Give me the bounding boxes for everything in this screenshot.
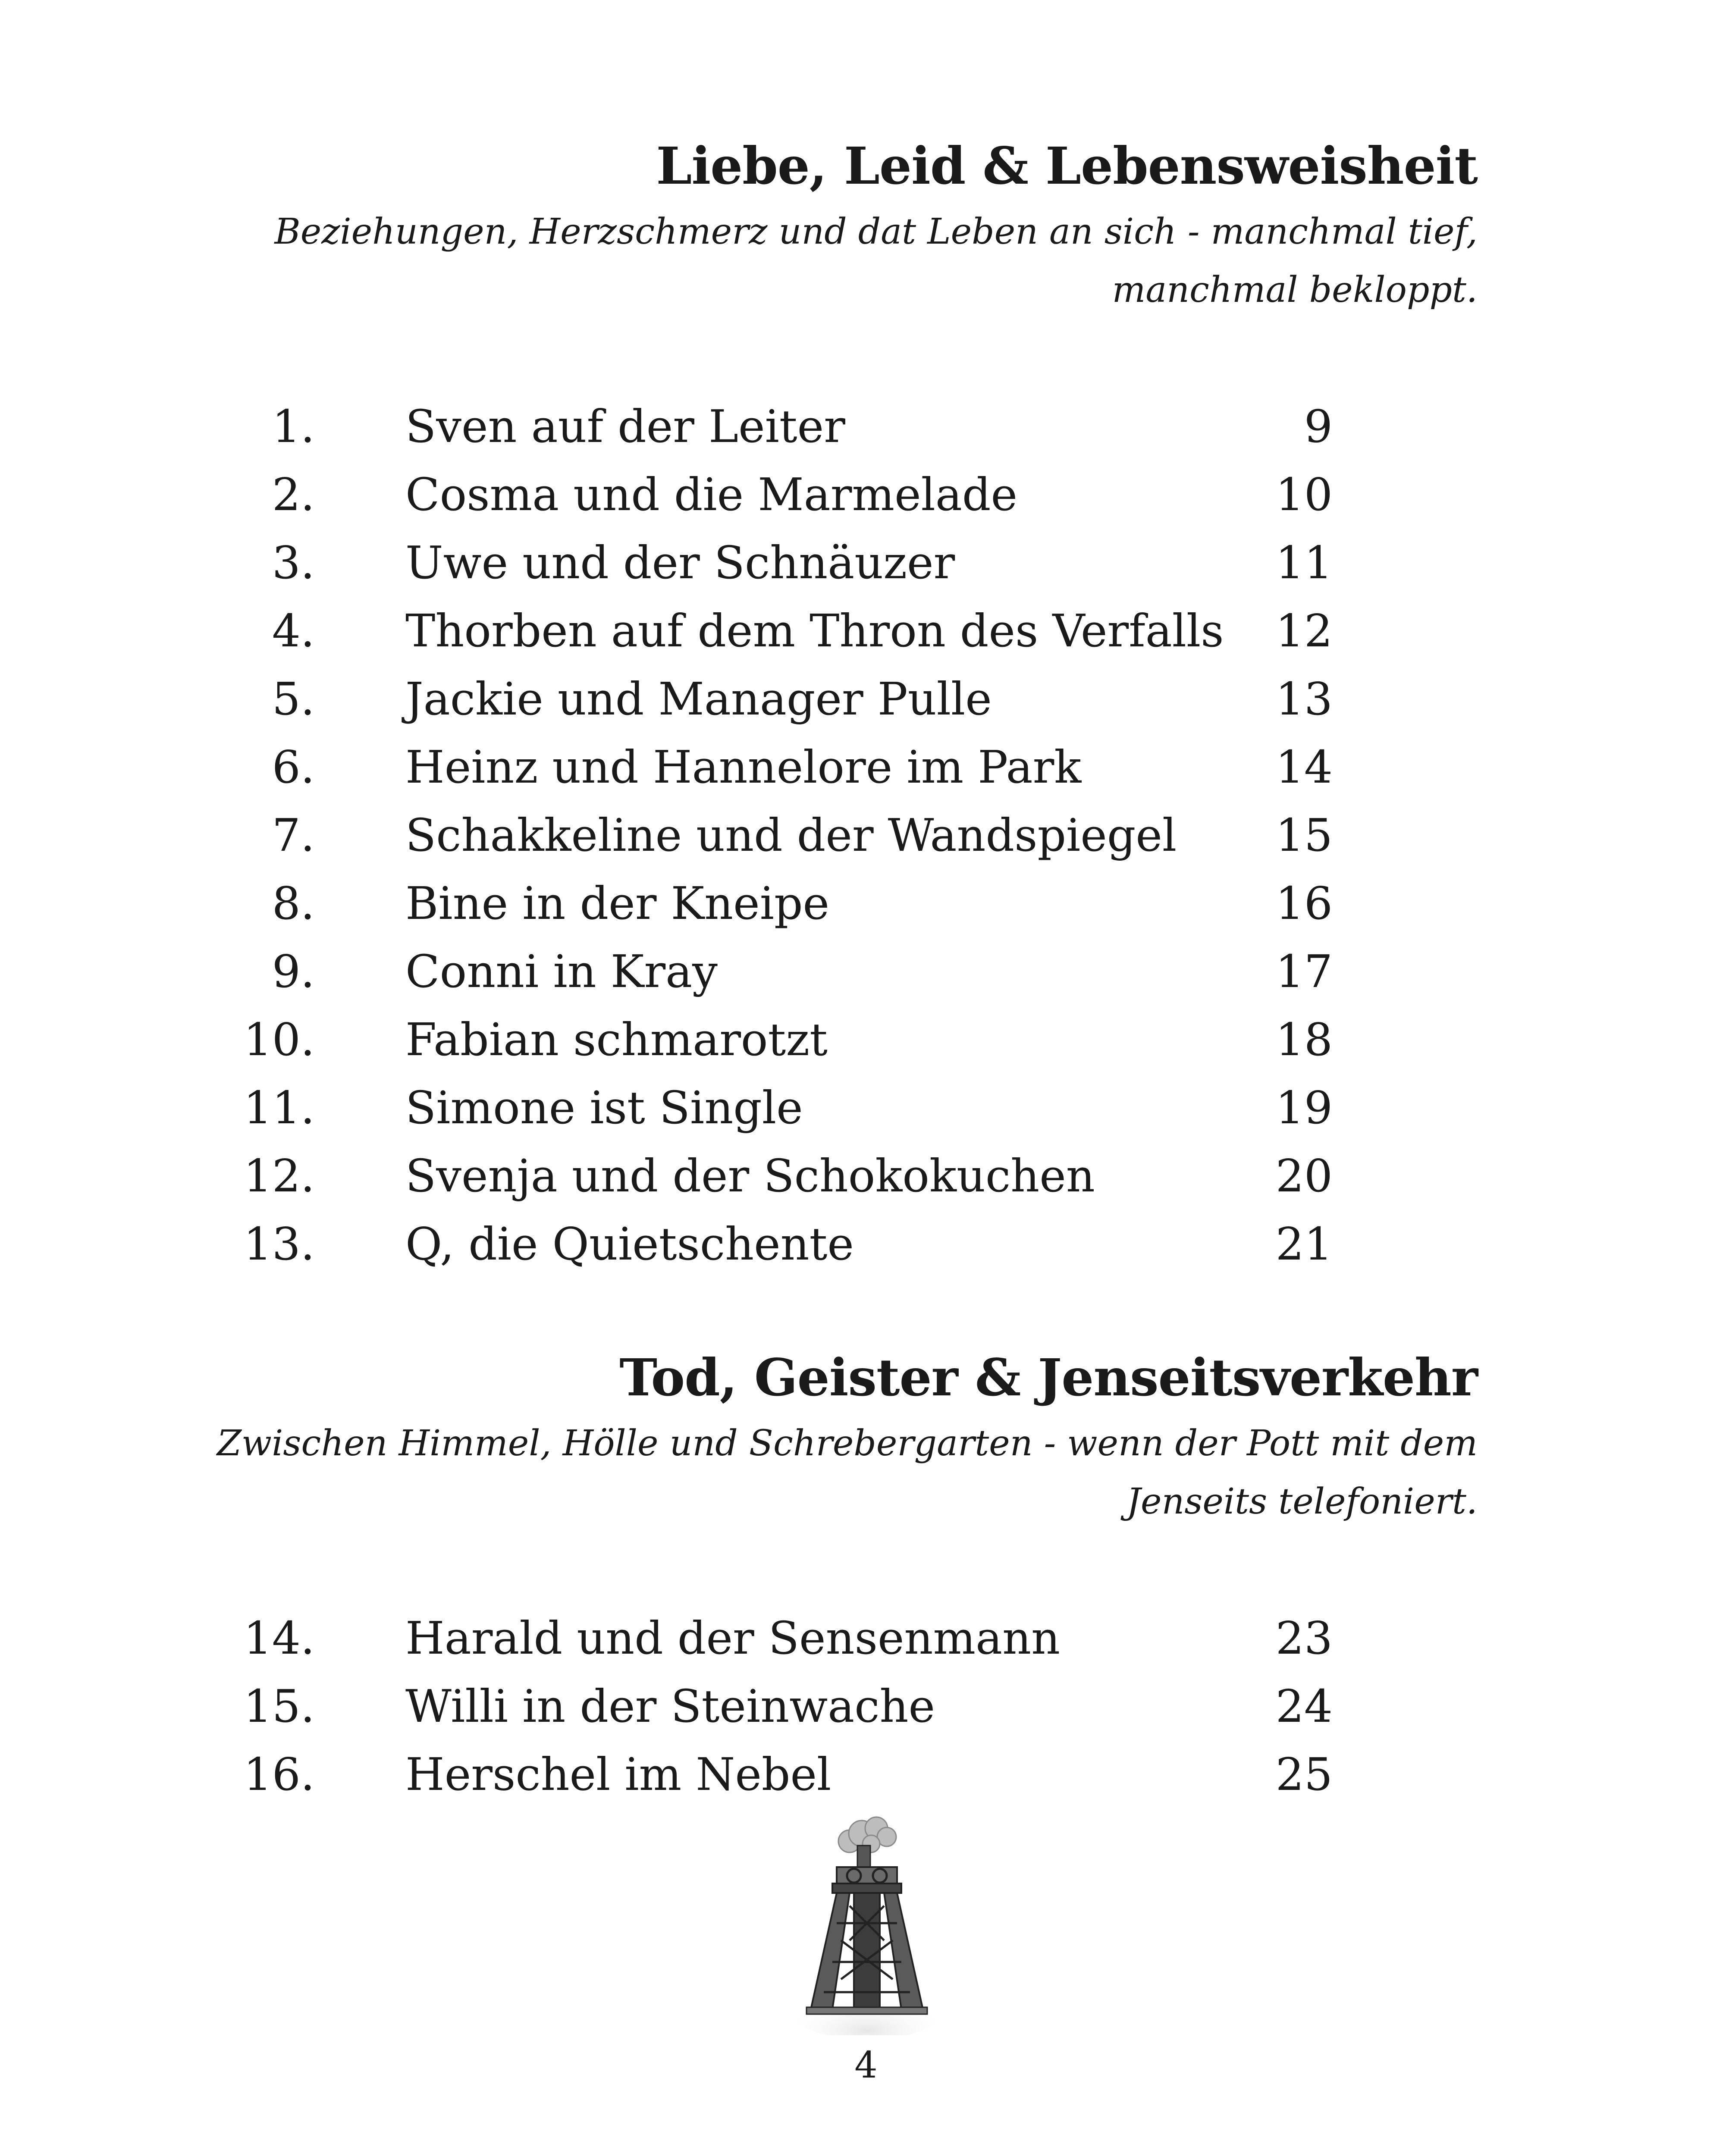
toc-entry-page: 16 — [1275, 877, 1333, 930]
toc-entry[interactable] — [242, 1740, 1333, 1808]
toc-entry-title: Fabian schmarotzt — [405, 1013, 828, 1066]
toc-entry-title: Simone ist Single — [405, 1081, 803, 1134]
toc-entry-page: 17 — [1275, 945, 1333, 998]
toc-entry-title: Svenja und der Schokokuchen — [405, 1150, 1095, 1202]
toc-entry-page: 25 — [1275, 1748, 1333, 1801]
toc-entry-number: 3. — [272, 536, 315, 589]
toc-entry[interactable] — [242, 1006, 1333, 1074]
toc-entry-number: 12. — [243, 1150, 315, 1202]
toc-entry[interactable] — [242, 529, 1333, 597]
toc-entry[interactable] — [242, 733, 1333, 801]
toc-entry-page: 18 — [1275, 1013, 1333, 1066]
toc-entry-number: 2. — [272, 468, 315, 521]
toc-entry-page: 21 — [1275, 1218, 1333, 1270]
section-title: Liebe, Leid & Lebensweisheit — [656, 136, 1478, 196]
toc-list — [242, 392, 1333, 1278]
toc-entry[interactable] — [242, 1672, 1333, 1740]
mine-headframe-icon — [785, 1811, 949, 2035]
toc-entry[interactable] — [242, 665, 1333, 733]
toc-entry-number: 8. — [272, 877, 315, 930]
toc-entry-number: 4. — [272, 605, 315, 657]
toc-entry-title: Harald und der Sensenmann — [405, 1612, 1061, 1664]
toc-entry-number: 13. — [243, 1218, 315, 1270]
toc-entry-number: 15. — [243, 1680, 315, 1733]
toc-entry-title: Herschel im Nebel — [405, 1748, 831, 1801]
toc-entry-number: 1. — [272, 400, 315, 453]
toc-entry[interactable] — [242, 1604, 1333, 1672]
section-subtitle-line: Beziehungen, Herzschmerz und dat Leben an sich - manchmal tief, — [274, 211, 1478, 252]
toc-entry-page: 12 — [1275, 605, 1333, 657]
toc-entry[interactable] — [242, 1142, 1333, 1210]
toc-entry[interactable] — [242, 869, 1333, 937]
toc-entry-number: 16. — [243, 1748, 315, 1801]
toc-entry[interactable] — [242, 1210, 1333, 1278]
toc-entry-page: 13 — [1275, 673, 1333, 725]
toc-entry[interactable] — [242, 801, 1333, 869]
toc-entry-title: Uwe und der Schnäuzer — [405, 536, 955, 589]
toc-entry[interactable] — [242, 461, 1333, 529]
toc-entry-title: Thorben auf dem Thron des Verfalls — [405, 605, 1224, 657]
toc-entry-title: Willi in der Steinwache — [405, 1680, 935, 1733]
toc-entry-number: 6. — [272, 741, 315, 793]
toc-entry-page: 23 — [1275, 1612, 1333, 1664]
toc-entry-page: 9 — [1304, 400, 1333, 453]
toc-entry[interactable] — [242, 1074, 1333, 1142]
toc-entry-page: 11 — [1275, 536, 1333, 589]
toc-entry-title: Schakkeline und der Wandspiegel — [405, 809, 1177, 862]
toc-entry-number: 10. — [243, 1013, 315, 1066]
toc-entry[interactable] — [242, 937, 1333, 1006]
toc-entry-number: 14. — [243, 1612, 315, 1664]
toc-entry-title: Heinz und Hannelore im Park — [405, 741, 1082, 793]
toc-entry-title: Cosma und die Marmelade — [405, 468, 1018, 521]
toc-entry-title: Conni in Kray — [405, 945, 718, 998]
toc-entry-page: 19 — [1275, 1081, 1333, 1134]
section-subtitle — [184, 203, 1478, 319]
toc-entry-page: 24 — [1275, 1680, 1333, 1733]
toc-entry-title: Jackie und Manager Pulle — [405, 673, 992, 725]
toc-entry-page: 15 — [1275, 809, 1333, 862]
toc-entry[interactable] — [242, 392, 1333, 461]
section-subtitle-line: Jenseits telefoniert. — [1126, 1481, 1478, 1522]
toc-entry-title: Bine in der Kneipe — [405, 877, 830, 930]
toc-entry-page: 14 — [1275, 741, 1333, 793]
section-subtitle — [184, 1414, 1478, 1531]
page-number: 4 — [854, 2044, 878, 2086]
section-title: Tod, Geister & Jenseitsverkehr — [619, 1348, 1478, 1407]
toc-entry-title: Q, die Quietschente — [405, 1218, 854, 1270]
toc-entry-page: 10 — [1275, 468, 1333, 521]
toc-list — [242, 1604, 1333, 1808]
toc-entry[interactable] — [242, 597, 1333, 665]
toc-entry-number: 5. — [272, 673, 315, 725]
toc-entry-number: 7. — [272, 809, 315, 862]
section-subtitle-line: Zwischen Himmel, Hölle und Schrebergarten - wenn der Pott mit dem — [216, 1423, 1478, 1464]
section-subtitle-line: manchmal bekloppt. — [1112, 270, 1478, 310]
toc-entry-number: 11. — [243, 1081, 315, 1134]
toc-entry-number: 9. — [272, 945, 315, 998]
toc-entry-page: 20 — [1275, 1150, 1333, 1202]
toc-entry-title: Sven auf der Leiter — [405, 400, 845, 453]
